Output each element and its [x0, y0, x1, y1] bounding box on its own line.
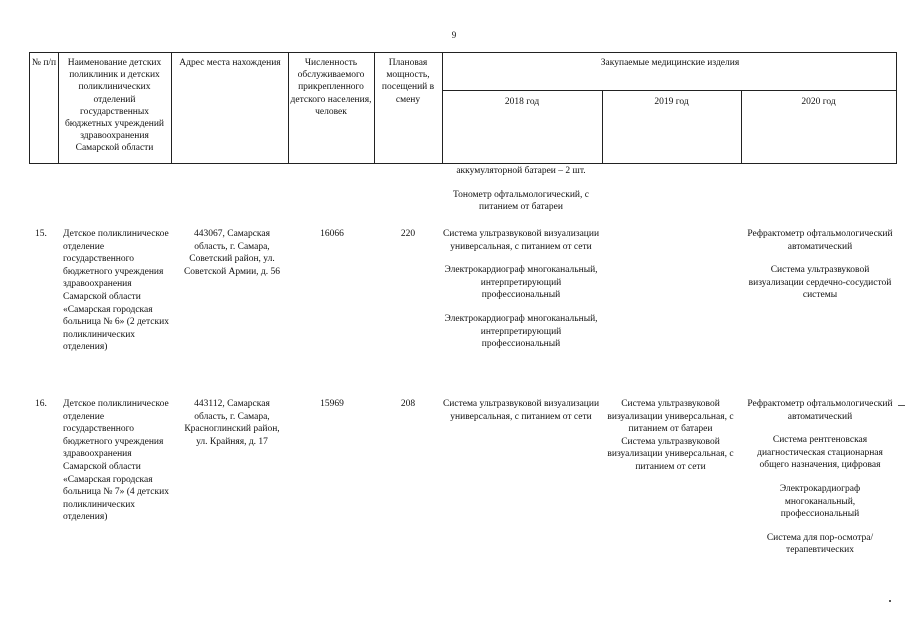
header-year-2020: 2020 год: [801, 97, 836, 107]
column-divider: [374, 53, 375, 163]
devices-2019: [601, 398, 740, 474]
header-year-2019: 2019 год: [654, 97, 689, 107]
devices-2018: [441, 398, 601, 423]
population-value: 15969: [320, 399, 344, 409]
list-item: аккумуляторной батареи – 2 шт.: [456, 166, 586, 176]
institution-address: 443112, Самарская область, г. Самара, Красноглинский район, ул. Крайняя, д. 17: [184, 399, 280, 447]
institution-name: Детское поликлиническое отделение государственного бюджетного учреждения здравоохранения Самарской области «Самарская городская больница № 7» (4 детских поликлинических отделения): [63, 399, 169, 523]
table-header: [29, 52, 897, 164]
list-item: Система ультразвуковой визуализации универсальная, с питанием от батареи: [607, 399, 734, 435]
institution-address: 443067, Самарская область, г. Самара, Советский район, ул. Советской Армии, д. 56: [183, 229, 281, 277]
scan-speck: [889, 600, 891, 602]
list-item: Электрокардиограф многоканальный, интерпретирующий профессиональный: [444, 265, 598, 301]
continuation-2018: [441, 165, 601, 214]
capacity-value: 208: [400, 399, 416, 409]
scan-speck: [898, 405, 905, 406]
list-item: Система ультразвуковой визуализации универсальная, с питанием от сети: [442, 229, 600, 252]
header-population: Численность обслуживаемого прикрепленного детского населения, человек: [290, 58, 372, 117]
column-divider: [171, 53, 172, 163]
population-value: 16066: [320, 229, 344, 239]
list-item: Система для пор-осмотра/терапевтических: [766, 532, 874, 556]
list-item: Система ультразвуковой визуализации сердечно-сосудистой системы: [748, 265, 892, 301]
header-institution-name: Наименование детских поликлиник и детских поликлинических отделений государственных бюджетных учреждений здравоохранения Самарской области: [64, 58, 165, 154]
devices-2020: [745, 228, 895, 302]
column-divider: [58, 53, 59, 163]
institution-name: Детское поликлиническое отделение государственного бюджетного учреждения здравоохранения Самарской области «Самарская городская больница № 6» (2 детских поликлинических отделения): [63, 229, 169, 353]
list-item: Тонометр офтальмологический, с питанием от батареи: [453, 189, 589, 213]
capacity-value: 220: [400, 229, 416, 239]
header-number: № п/п: [31, 58, 57, 68]
header-capacity: Плановая мощность, посещений в смену: [381, 58, 435, 105]
row-number: 15.: [35, 229, 47, 239]
header-address: Адрес места нахождения: [179, 58, 281, 68]
list-item: Рефрактометр офтальмологический автоматический: [747, 399, 893, 422]
list-item: Электрокардиограф многоканальный, профессиональный: [779, 483, 861, 520]
header-devices-title: Закупаемые медицинские изделия: [600, 58, 740, 68]
list-item: Система ультразвуковой визуализации универсальная, с питанием от сети: [607, 436, 734, 472]
page-number: 9: [451, 30, 457, 40]
devices-2020: [745, 398, 895, 557]
list-item: Система ультразвуковой визуализации универсальная, с питанием от сети: [442, 399, 600, 422]
list-item: Электрокардиограф многоканальный, интерпретирующий профессиональный: [444, 313, 598, 350]
column-divider: [288, 53, 289, 163]
list-item: Система рентгеновская диагностическая стационарная общего назначения, цифровая: [757, 435, 883, 471]
list-item: Рефрактометр офтальмологический автоматический: [747, 229, 893, 252]
header-row-divider: [442, 90, 896, 91]
header-year-2018: 2018 год: [504, 97, 540, 107]
row-number: 16.: [35, 399, 47, 409]
devices-2018: [441, 228, 601, 351]
